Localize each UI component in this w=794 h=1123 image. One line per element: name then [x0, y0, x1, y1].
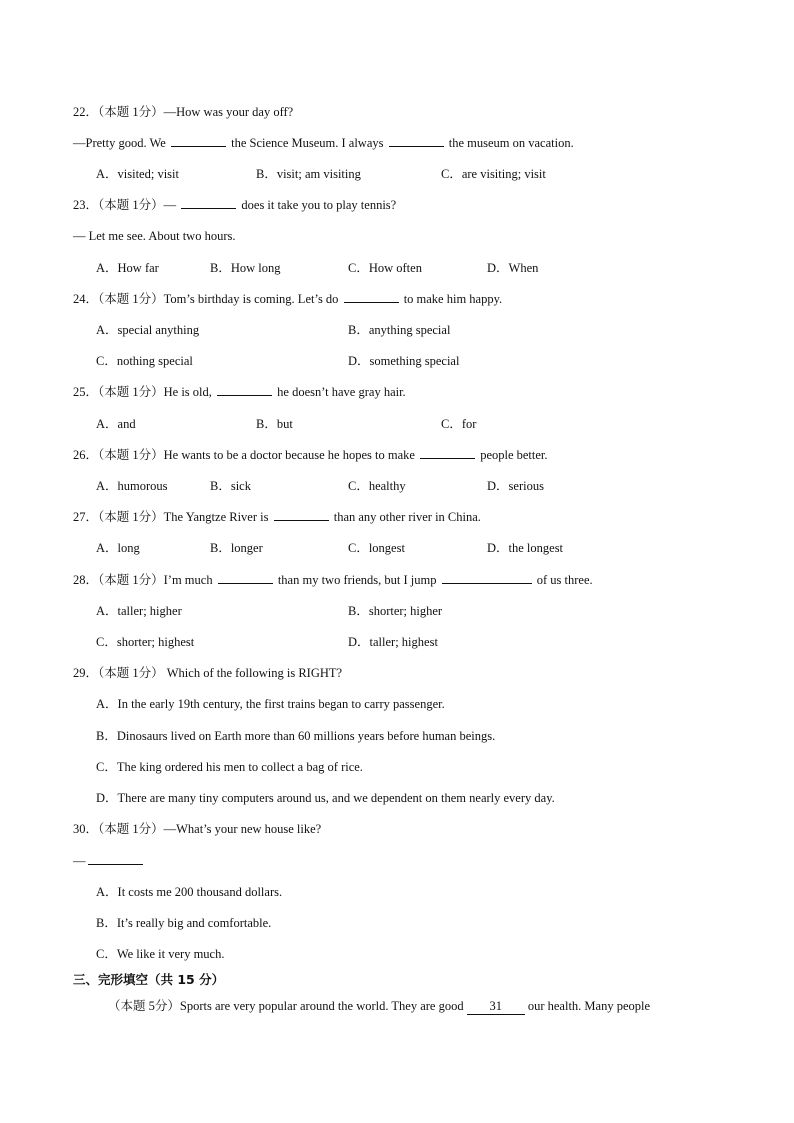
question-28-text: of us three.: [536, 573, 593, 587]
section-heading: 三、完形填空（共 15 分）: [73, 972, 225, 987]
option-b[interactable]: B．longer: [210, 541, 263, 555]
question-22-text: 22．（本题 1分）—How was your day off?: [73, 105, 294, 119]
option-c[interactable]: C．healthy: [348, 479, 406, 493]
reply-text: the museum on vacation.: [448, 136, 574, 150]
answer-blank[interactable]: [274, 509, 329, 521]
answer-blank[interactable]: [420, 447, 475, 459]
answer-blank[interactable]: [389, 135, 444, 147]
reply-text: —Pretty good. We: [73, 136, 166, 150]
option-d[interactable]: D．serious: [487, 479, 544, 493]
option-b[interactable]: B．anything special: [348, 323, 451, 337]
question-23-text: 23．（本题 1分）—: [73, 198, 177, 212]
question-26-stem: [73, 447, 548, 463]
option-d[interactable]: D．the longest: [487, 541, 564, 555]
option-b[interactable]: B．Dinosaurs lived on Earth more than 60 millions years before human beings.: [96, 729, 496, 743]
question-24-stem: [73, 291, 502, 307]
option-d[interactable]: D．There are many tiny computers around us, and we dependent on them nearly every day.: [96, 791, 555, 805]
option-c[interactable]: C．The king ordered his men to collect a bag of rice.: [96, 760, 363, 774]
question-27-text: than any other river in China.: [333, 510, 481, 524]
option-a[interactable]: A．taller; higher: [96, 604, 182, 618]
answer-blank[interactable]: [171, 135, 226, 147]
option-b[interactable]: B．but: [256, 417, 293, 431]
question-25-stem: [73, 384, 406, 400]
passage-text: our health. Many people: [527, 999, 651, 1013]
question-25-text: 25．（本题 1分）He is old,: [73, 385, 212, 399]
question-27-stem: [73, 509, 481, 525]
option-c[interactable]: C．We like it very much.: [96, 947, 225, 961]
option-d[interactable]: D．something special: [348, 354, 460, 368]
option-a[interactable]: A．long: [96, 541, 140, 555]
answer-blank[interactable]: [442, 572, 532, 584]
question-28-text: than my two friends, but I jump: [277, 573, 437, 587]
option-a[interactable]: A．visited; visit: [96, 167, 179, 181]
option-c[interactable]: C．shorter; highest: [96, 635, 195, 649]
question-23-stem: [73, 197, 396, 213]
option-b[interactable]: B．It’s really big and comfortable.: [96, 916, 272, 930]
option-a[interactable]: A．special anything: [96, 323, 200, 337]
reply-text: —: [73, 854, 86, 868]
question-26-text: people better.: [480, 448, 548, 462]
option-a[interactable]: A．In the early 19th century, the first trains began to carry passenger.: [96, 697, 445, 711]
option-b[interactable]: B．shorter; higher: [348, 604, 443, 618]
option-d[interactable]: D．When: [487, 261, 539, 275]
answer-blank[interactable]: [181, 197, 236, 209]
reply-text: the Science Museum. I always: [231, 136, 384, 150]
question-22-reply: [73, 135, 574, 151]
option-c[interactable]: C．nothing special: [96, 354, 193, 368]
question-29-stem: 29．（本题 1分） Which of the following is RIGHT?: [73, 666, 343, 680]
question-23-reply: — Let me see. About two hours.: [73, 229, 236, 243]
option-c[interactable]: C．are visiting; visit: [441, 167, 546, 181]
question-25-text: he doesn’t have gray hair.: [277, 385, 406, 399]
option-b[interactable]: B．How long: [210, 261, 281, 275]
option-c[interactable]: C．longest: [348, 541, 405, 555]
option-d[interactable]: D．taller; highest: [348, 635, 438, 649]
passage-text: （本题 5分）Sports are very popular around the world. They are good: [108, 999, 464, 1013]
question-30-reply: [73, 853, 145, 869]
question-26-text: 26．（本题 1分）He wants to be a doctor because he hopes to make: [73, 448, 415, 462]
option-c[interactable]: C．for: [441, 417, 477, 431]
cloze-passage: [108, 998, 650, 1015]
option-a[interactable]: A．How far: [96, 261, 159, 275]
option-b[interactable]: B．sick: [210, 479, 251, 493]
question-30-stem: 30．（本题 1分）—What’s your new house like?: [73, 822, 322, 836]
answer-blank[interactable]: [218, 572, 273, 584]
answer-blank[interactable]: [217, 384, 272, 396]
question-22-stem: [73, 104, 293, 120]
question-27-text: 27．（本题 1分）The Yangtze River is: [73, 510, 269, 524]
option-b[interactable]: B．visit; am visiting: [256, 167, 361, 181]
option-a[interactable]: A．humorous: [96, 479, 168, 493]
option-c[interactable]: C．How often: [348, 261, 422, 275]
option-a[interactable]: A．It costs me 200 thousand dollars.: [96, 885, 283, 899]
question-24-text: to make him happy.: [403, 292, 503, 306]
question-28-text: 28．（本题 1分）I’m much: [73, 573, 213, 587]
answer-blank[interactable]: [88, 853, 143, 865]
option-a[interactable]: A．and: [96, 417, 136, 431]
question-23-text: does it take you to play tennis?: [241, 198, 397, 212]
cloze-blank-31[interactable]: 31: [467, 998, 525, 1015]
question-24-text: 24．（本题 1分）Tom’s birthday is coming. Let’s do: [73, 292, 339, 306]
question-28-stem: [73, 572, 593, 588]
answer-blank[interactable]: [344, 291, 399, 303]
